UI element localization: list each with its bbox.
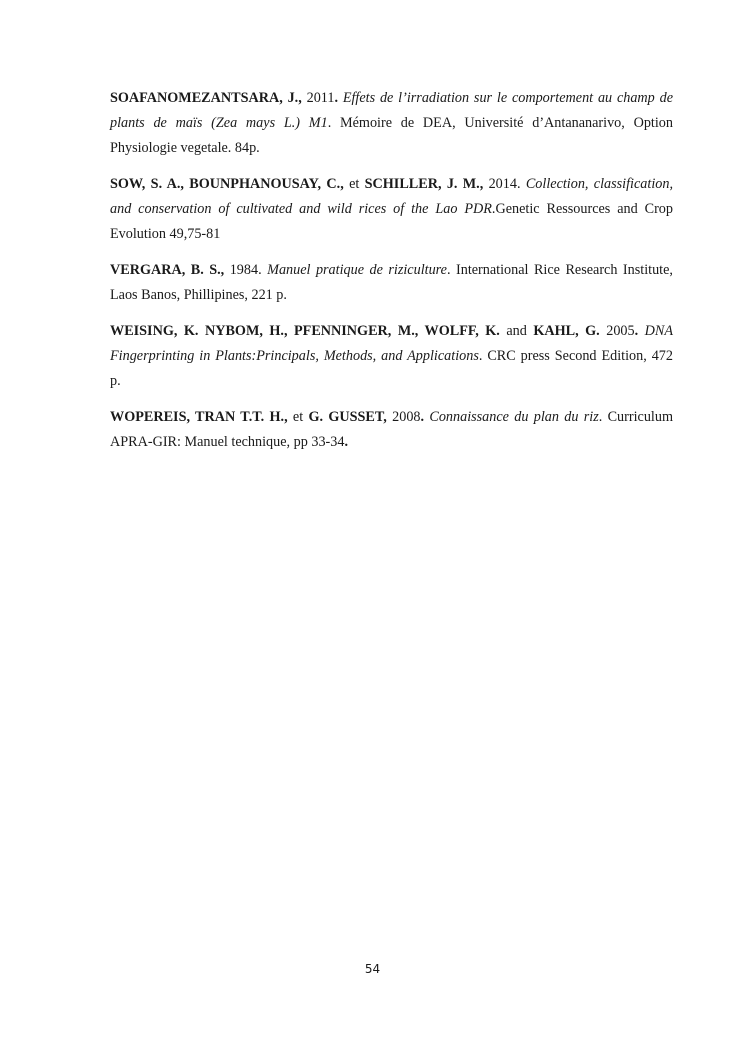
reference-year: 1984. (224, 262, 268, 278)
reference-year-separator: . (634, 323, 639, 339)
reference-conjunction: et (343, 176, 365, 192)
reference-source: . Mémoire de DEA, Université d’Antananarivo, Option Physiologie vegetale. 84p. (110, 115, 673, 156)
reference-authors: WOPEREIS, TRAN T.T. H., (110, 409, 288, 425)
reference-title: Connaissance du plan du riz (424, 409, 599, 425)
reference-entry (110, 86, 673, 161)
reference-year-separator: . (334, 90, 338, 106)
reference-entry (110, 172, 673, 247)
reference-year: 2014. (483, 176, 526, 192)
reference-entry (110, 319, 673, 394)
reference-year: 2011 (301, 90, 335, 106)
reference-authors: SCHILLER, J. M., (364, 176, 484, 192)
reference-title: Manuel pratique de riziculture (267, 262, 447, 278)
reference-end-period: . (344, 434, 349, 450)
reference-source: . Curriculum APRA-GIR: Manuel technique, pp 33-34 (110, 409, 673, 450)
reference-title: DNA Fingerprinting in Plants:Principals, Methods, and Applications (110, 323, 673, 364)
reference-authors: WEISING, K. NYBOM, H., PFENNINGER, M., WOLFF, K. (110, 323, 500, 339)
reference-authors: SOW, S. A., BOUNPHANOUSAY, C., (110, 176, 344, 192)
reference-entry (110, 405, 673, 455)
reference-year: 2008 (386, 409, 421, 425)
reference-source: .Genetic Ressources and Crop Evolution 49,75-81 (110, 201, 673, 242)
page-number: 54 (364, 962, 381, 976)
reference-title: Effets de l’irradiation sur le comportement au champ de plants de maïs (Zea mays L.) M1 (110, 90, 673, 131)
reference-authors: SOAFANOMEZANTSARA, J., (110, 90, 302, 106)
reference-title: Collection, classification, and conservation of cultivated and wild rices of the Lao PDR (110, 176, 674, 217)
reference-conjunction: et (287, 409, 309, 425)
reference-authors: G. GUSSET, (308, 409, 387, 425)
reference-year: 2005 (599, 323, 635, 339)
reference-conjunction: and (499, 323, 534, 339)
reference-entry (110, 258, 673, 308)
reference-source: . International Rice Research Institute, Laos Banos, Phillipines, 221 p. (110, 262, 673, 303)
reference-authors: VERGARA, B. S., (110, 262, 225, 278)
reference-source: . CRC press Second Edition, 472 p. (110, 348, 673, 389)
reference-list (110, 86, 673, 466)
reference-authors: KAHL, G. (533, 323, 600, 339)
reference-year-separator: . (420, 409, 425, 425)
